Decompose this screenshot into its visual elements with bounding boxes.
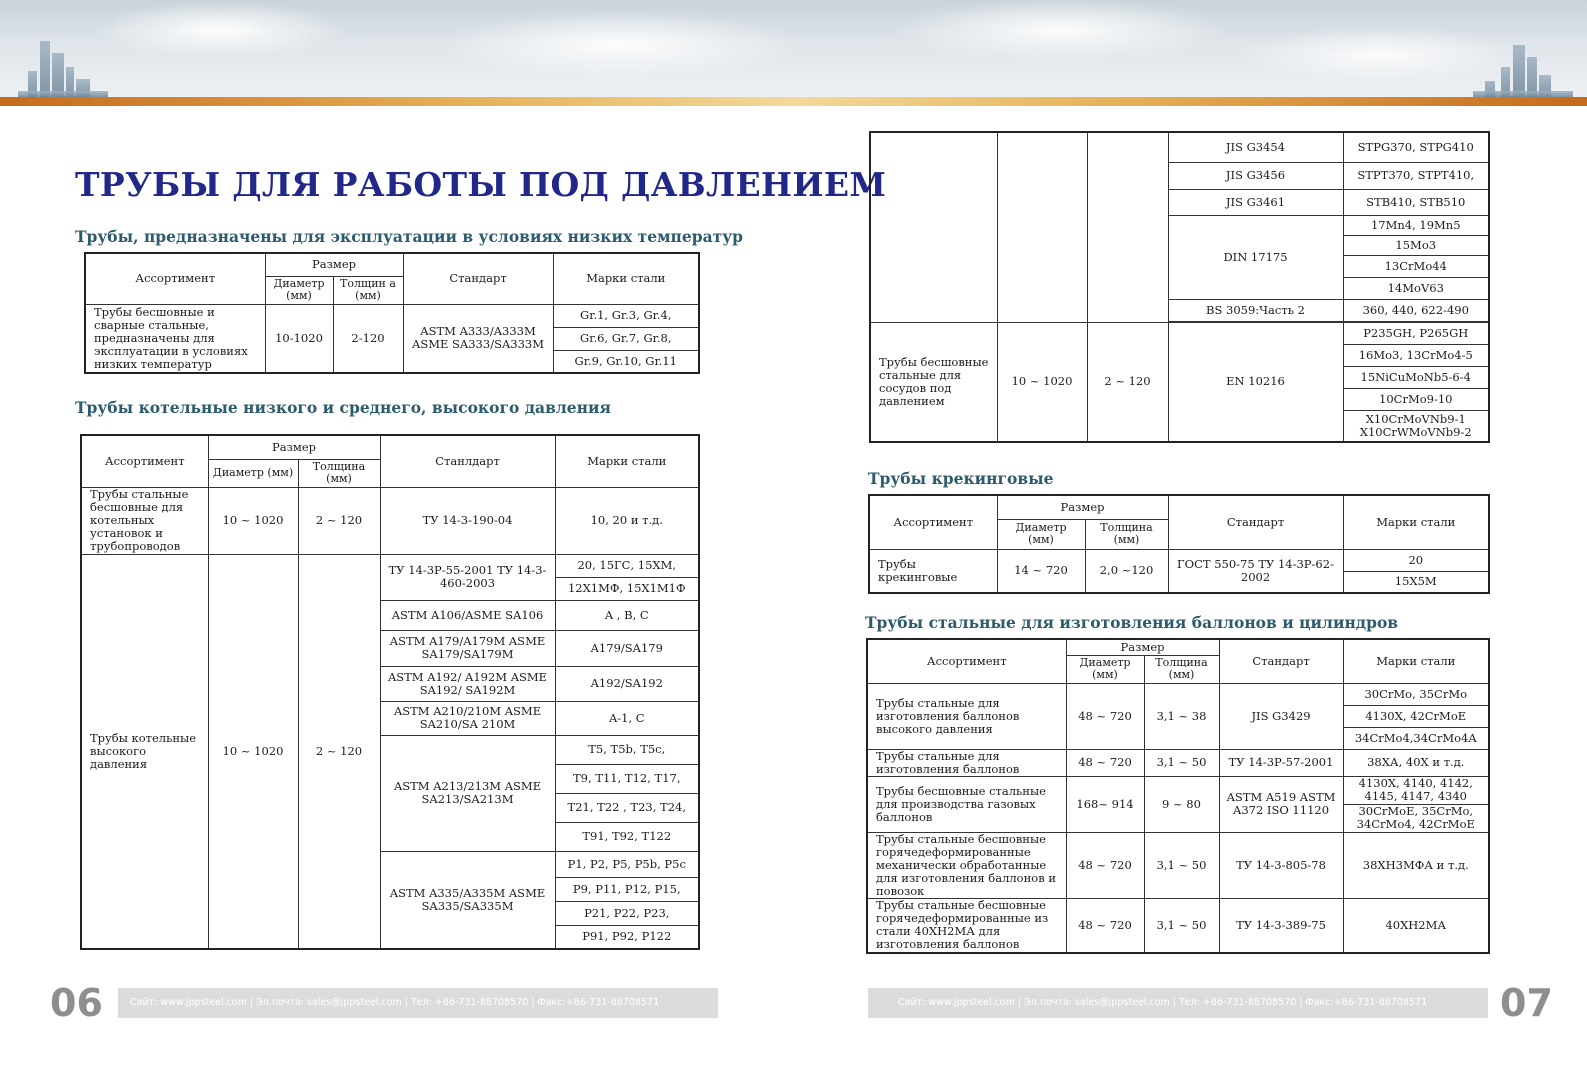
cell-thickness: 9 ~ 80 [1144, 776, 1219, 832]
cell-grade: 40ХН2МА [1343, 898, 1489, 953]
section-title-cylinders: Трубы стальные для изготовления баллонов и цилиндров [865, 613, 1399, 632]
table-cracking [868, 494, 1490, 594]
header-assortment: Ассортимент [867, 639, 1066, 683]
page-number-left: 06 [48, 982, 118, 1024]
header-thickness: Толщина (мм) [298, 459, 380, 487]
cell-assortment: Трубы стальные бесшовные горячедеформированные из стали 40ХН2МА для изготовления баллонов [867, 898, 1066, 953]
table-cylinders [866, 638, 1490, 954]
cell-grade: T9, T11, T12, T17, [555, 764, 699, 793]
header-thickness: Толщина (мм) [1144, 655, 1219, 683]
cell-assortment: Трубы бесшовные и сварные стальные, предназначены для эксплуатации в условиях низких температур [85, 304, 265, 373]
cell-thickness: 3,1 ~ 50 [1144, 898, 1219, 953]
cell-grade: 4130X, 42CrMoE [1343, 705, 1489, 727]
cell-assortment: Трубы крекинговые [869, 549, 997, 593]
cell-grade: 15NiCuMoNb5-6-4 [1343, 366, 1489, 388]
city-skyline-left [18, 30, 108, 97]
header-size: Размер [265, 253, 403, 276]
cell-diameter: 10-1020 [265, 304, 333, 373]
cell-thickness: 2-120 [333, 304, 403, 373]
cell-grade: P235GH, P265GH [1343, 322, 1489, 344]
cell-grade: Gr.1, Gr.3, Gr.4, [553, 304, 699, 327]
header-grades: Марки стали [553, 253, 699, 304]
header-assortment: Ассортимент [85, 253, 265, 304]
cell-grade: 17Mn4, 19Mn5 [1343, 215, 1489, 235]
page-title: ТРУБЫ ДЛЯ РАБОТЫ ПОД ДАВЛЕНИЕМ [75, 165, 887, 204]
cell-grade: 13CrMo44 [1343, 255, 1489, 277]
cell-empty [997, 132, 1087, 322]
cell-grade: 12Х1МФ, 15Х1М1Ф [555, 577, 699, 600]
footer-contacts-left: Сайт: www.jppsteel.com | Эл.почта: sales@jppsteel.com | Тел: +86-731-88708570 | Факс:+86-731-88708571 [50, 988, 718, 1018]
header-size: Размер [208, 435, 380, 459]
cell-grade: A192/SA192 [555, 666, 699, 701]
cell-standard: ТУ 14-3-190-04 [380, 487, 555, 554]
city-skyline-right [1473, 30, 1573, 97]
cell-grade: 10, 20 и т.д. [555, 487, 699, 554]
cell-standard: ASTM A335/A335M ASME SA335/SA335M [380, 851, 555, 949]
cell-standard: DIN 17175 [1168, 215, 1343, 299]
cell-assortment: Трубы стальные для изготовления баллонов [867, 749, 1066, 776]
footer-contacts-right: Сайт: www.jppsteel.com | Эл.почта: sales@jppsteel.com | Тел: +86-731-88708570 | Факс:+86-731-88708571 [868, 988, 1488, 1018]
cell-standard: ASTM A213/213M ASME SA213/SA213M [380, 735, 555, 851]
header-assortment: Ассортимент [81, 435, 208, 487]
cell-grade: A-1, C [555, 701, 699, 735]
cell-assortment: Трубы стальные для изготовления баллонов высокого давления [867, 683, 1066, 749]
cell-diameter: 14 ~ 720 [997, 549, 1085, 593]
section-title-cracking: Трубы крекинговые [868, 469, 1054, 488]
header-grades: Марки стали [1343, 639, 1489, 683]
cell-grade: T21, T22 , T23, T24, [555, 793, 699, 822]
cell-standard: JIS G3429 [1219, 683, 1343, 749]
cell-standard: ASTM A179/A179M ASME SA179/SA179M [380, 630, 555, 666]
cell-grade: P91, P92, P122 [555, 925, 699, 949]
header-diameter: Диаметр (мм) [265, 276, 333, 304]
cell-standard: ASTM A210/210M ASME SA210/SA 210M [380, 701, 555, 735]
cell-thickness: 3,1 ~ 50 [1144, 832, 1219, 898]
cell-standard: JIS G3456 [1168, 162, 1343, 189]
cell-standard: ТУ 14-3Р-57-2001 [1219, 749, 1343, 776]
cell-assortment: Трубы стальные бесшовные горячедеформированные механически обработанные для изготовления баллонов и повозок [867, 832, 1066, 898]
cell-standard: JIS G3461 [1168, 189, 1343, 215]
cell-grade: 38ХА, 40Х и т.д. [1343, 749, 1489, 776]
cell-grade: 30CrMoE, 35CrMo, 34CrMo4, 42CrMoE [1343, 804, 1489, 832]
cell-thickness: 2 ~ 120 [298, 554, 380, 949]
cell-grade: 15Х5М [1343, 571, 1489, 593]
header-standard: Стандарт [1168, 495, 1343, 549]
cell-standard: ASTM A192/ A192M ASME SA192/ SA192M [380, 666, 555, 701]
header-thickness: Толщина (мм) [1085, 519, 1168, 549]
cell-grade: Gr.6, Gr.7, Gr.8, [553, 327, 699, 350]
cell-diameter: 10 ~ 1020 [208, 554, 298, 949]
section-title-boiler: Трубы котельные низкого и среднего, высокого давления [75, 398, 611, 417]
cell-standard: ТУ 14-3-389-75 [1219, 898, 1343, 953]
table-pressure-vessels [869, 131, 1490, 443]
cell-standard: ASTM A333/A333M ASME SA333/SA333M [403, 304, 553, 373]
cell-thickness: 2,0 ~120 [1085, 549, 1168, 593]
cell-diameter: 48 ~ 720 [1066, 898, 1144, 953]
cell-grade: X10CrMoVNb9-1 X10CrWMoVNb9-2 [1343, 410, 1489, 442]
cell-thickness: 3,1 ~ 38 [1144, 683, 1219, 749]
header-assortment: Ассортимент [869, 495, 997, 549]
cell-diameter: 48 ~ 720 [1066, 832, 1144, 898]
cell-grade: P1, P2, P5, P5b, P5c [555, 851, 699, 877]
header-grades: Марки стали [555, 435, 699, 487]
cell-assortment: Трубы стальные бесшовные для котельных установок и трубопроводов [81, 487, 208, 554]
cell-grade: A , B, C [555, 600, 699, 630]
cell-standard: BS 3059:Часть 2 [1168, 299, 1343, 321]
cell-thickness: 2 ~ 120 [298, 487, 380, 554]
cell-diameter: 10 ~ 1020 [208, 487, 298, 554]
header-standard: Станлдарт [380, 435, 555, 487]
cell-grade: STPG370, STPG410 [1343, 132, 1489, 162]
header-standard: Стандарт [403, 253, 553, 304]
header-sky-banner [0, 0, 1587, 97]
cell-standard: EN 10216 [1168, 322, 1343, 442]
cell-grade: Gr.9, Gr.10, Gr.11 [553, 350, 699, 373]
cell-thickness: 2 ~ 120 [1087, 322, 1168, 442]
header-thickness: Толщин а (мм) [333, 276, 403, 304]
cell-assortment: Трубы котельные высокого давления [81, 554, 208, 949]
cell-diameter: 48 ~ 720 [1066, 683, 1144, 749]
header-standard: Стандарт [1219, 639, 1343, 683]
header-gold-stripe [0, 97, 1587, 106]
cell-grade: STB410, STB510 [1343, 189, 1489, 215]
cell-grade: P21, P22, P23, [555, 901, 699, 925]
header-diameter: Диаметр (мм) [997, 519, 1085, 549]
cell-grade: 360, 440, 622-490 [1343, 299, 1489, 321]
cell-assortment: Трубы бесшовные стальные для сосудов под давлением [870, 322, 997, 442]
cell-standard: ГОСТ 550-75 ТУ 14-3Р-62-2002 [1168, 549, 1343, 593]
cell-standard: ASTM A106/ASME SA106 [380, 600, 555, 630]
section-title-low-temp: Трубы, предназначены для эксплуатации в условиях низких температур [75, 227, 743, 246]
cell-standard: JIS G3454 [1168, 132, 1343, 162]
cell-grade: A179/SA179 [555, 630, 699, 666]
cell-grade: 15Mo3 [1343, 235, 1489, 255]
cell-standard: ASTM A519 ASTM A372 ISO 11120 [1219, 776, 1343, 832]
cell-grade: 10CrMo9-10 [1343, 388, 1489, 410]
cell-empty [1087, 132, 1168, 322]
cell-diameter: 48 ~ 720 [1066, 749, 1144, 776]
cell-grade: P9, P11, P12, P15, [555, 877, 699, 901]
cell-grade: 30CrMo, 35CrMo [1343, 683, 1489, 705]
table-boiler [80, 434, 700, 950]
cell-diameter: 168~ 914 [1066, 776, 1144, 832]
cell-empty [870, 132, 997, 322]
cell-thickness: 3,1 ~ 50 [1144, 749, 1219, 776]
cell-grade: 14MoV63 [1343, 277, 1489, 299]
header-grades: Марки стали [1343, 495, 1489, 549]
cell-grade: T5, T5b, T5c, [555, 735, 699, 764]
header-size: Размер [1066, 639, 1219, 655]
cell-standard: ТУ 14-3-805-78 [1219, 832, 1343, 898]
page-number-right: 07 [1488, 982, 1568, 1024]
header-size: Размер [997, 495, 1168, 519]
cell-grade: 20, 15ГС, 15ХМ, [555, 554, 699, 577]
cell-grade: 34CrMo4,34CrMo4A [1343, 727, 1489, 749]
cell-diameter: 10 ~ 1020 [997, 322, 1087, 442]
cell-assortment: Трубы бесшовные стальные для производства газовых баллонов [867, 776, 1066, 832]
header-diameter: Диаметр (мм) [208, 459, 298, 487]
cell-grade: 38ХН3МФА и т.д. [1343, 832, 1489, 898]
cell-standard: ТУ 14-3Р-55-2001 ТУ 14-3-460-2003 [380, 554, 555, 600]
table-low-temp [84, 252, 700, 374]
cell-grade: STPT370, STPT410, [1343, 162, 1489, 189]
cell-grade: T91, T92, T122 [555, 822, 699, 851]
cell-grade: 16Mo3, 13CrMo4-5 [1343, 344, 1489, 366]
cell-grade: 20 [1343, 549, 1489, 571]
cell-grade: 4130X, 4140, 4142, 4145, 4147, 4340 [1343, 776, 1489, 804]
header-diameter: Диаметр (мм) [1066, 655, 1144, 683]
